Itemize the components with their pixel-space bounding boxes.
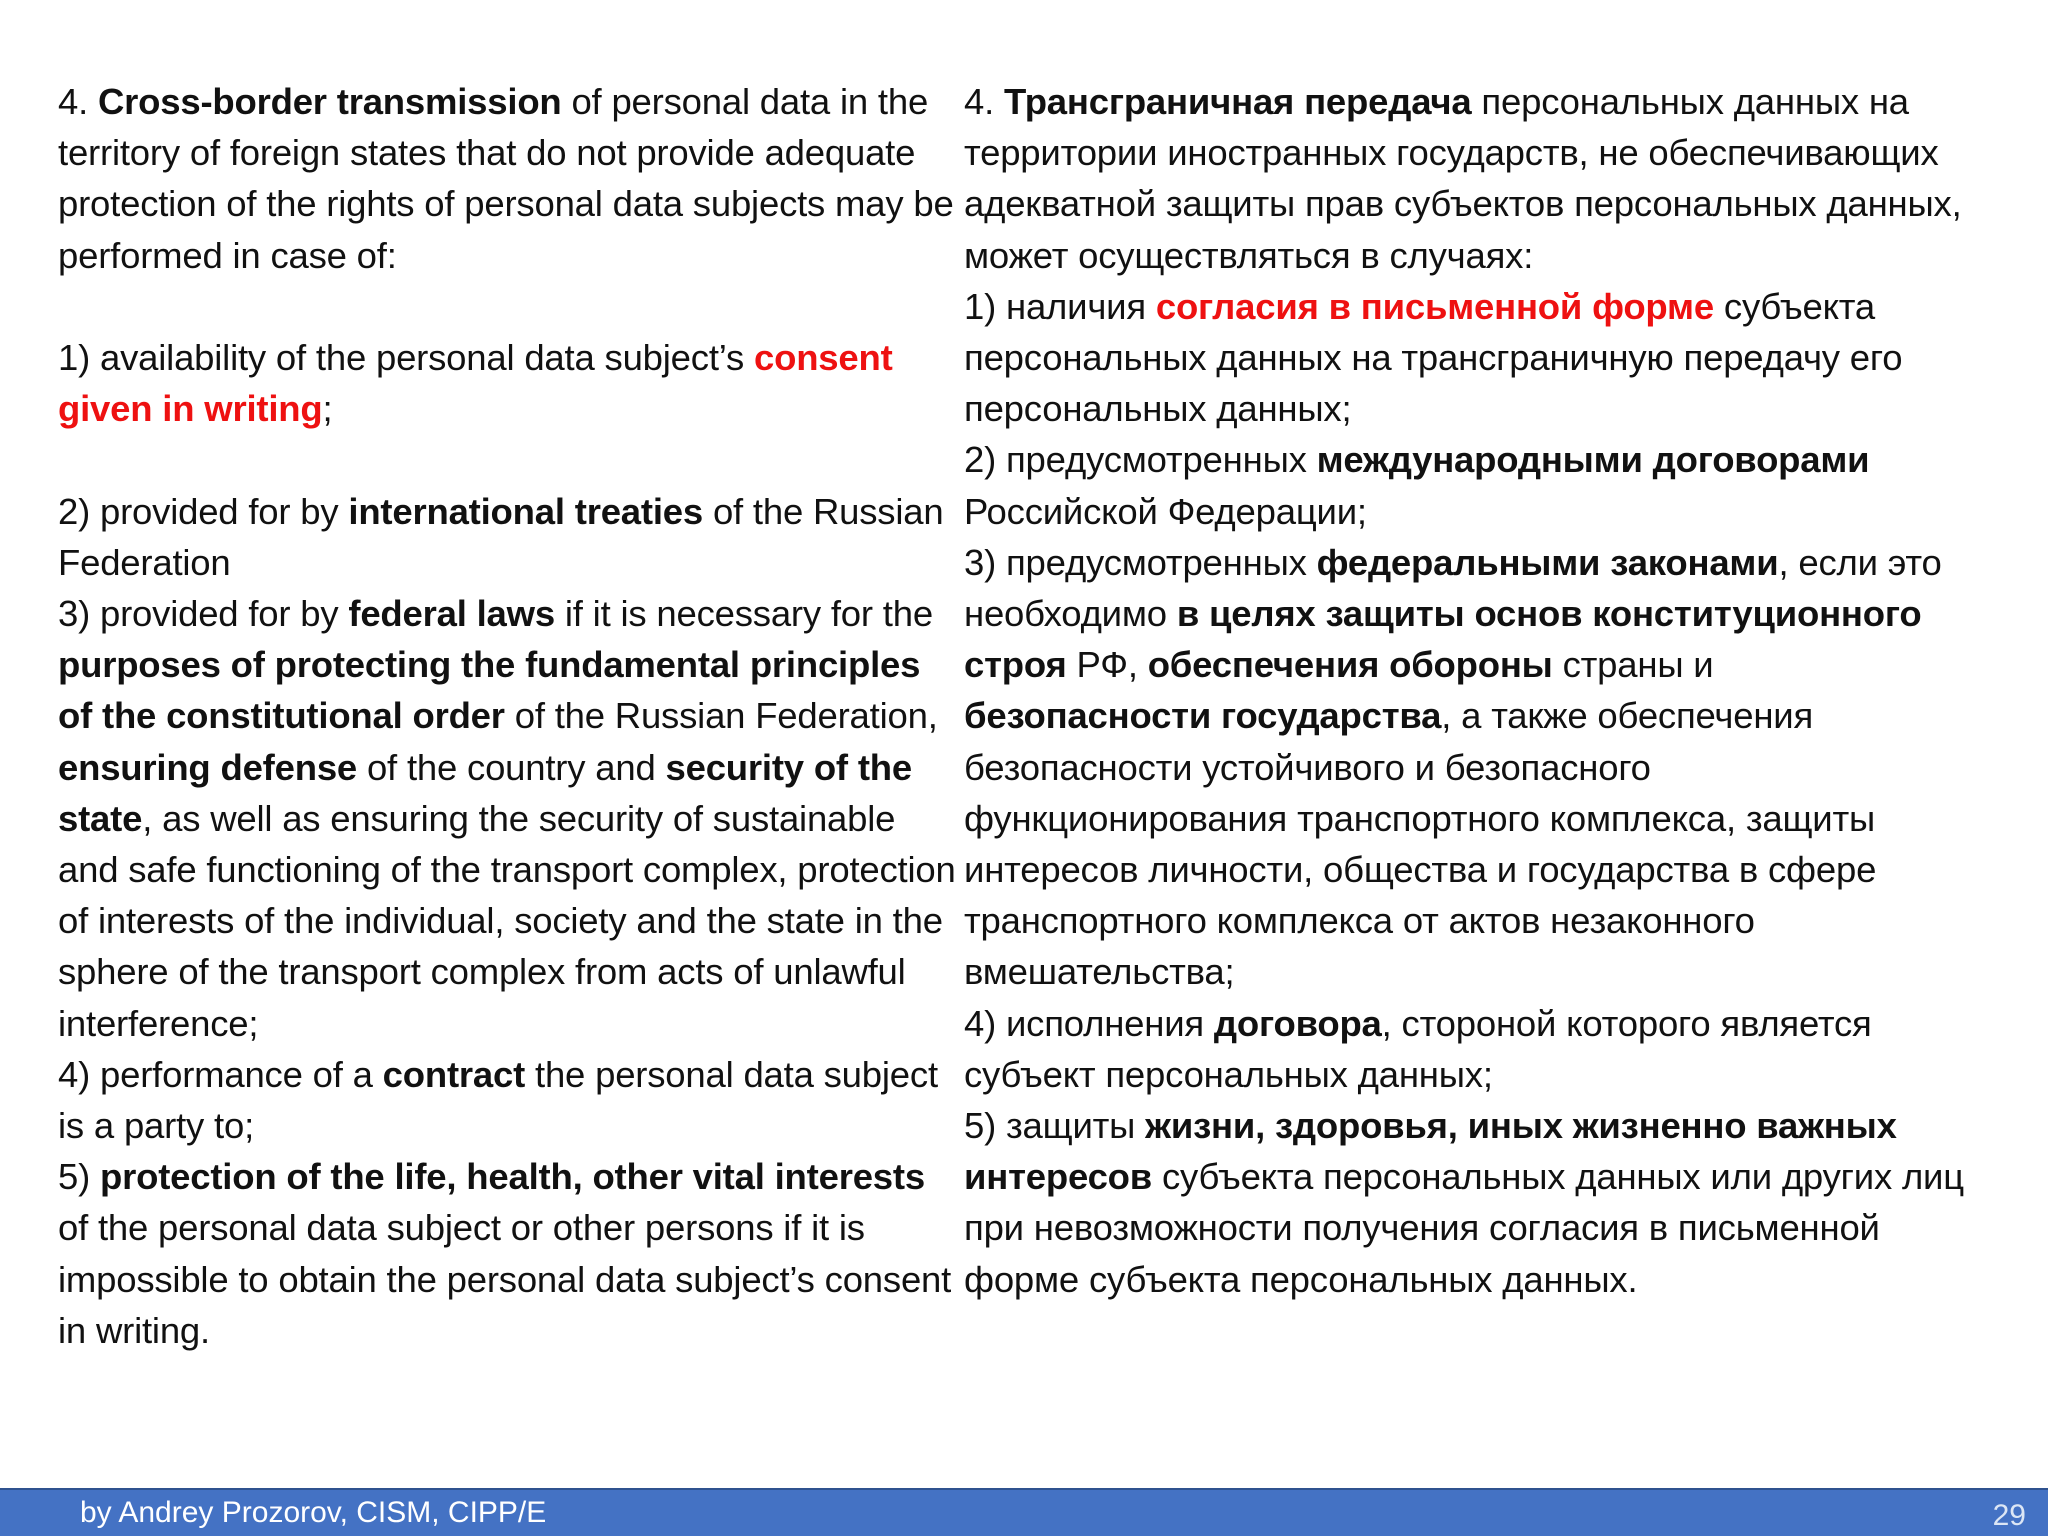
en-intro-term: Cross-border transmission: [97, 81, 562, 122]
ru-intro-term: Трансграничная передача: [1003, 81, 1472, 122]
ru-item-3-text-a: 3) предусмотренных: [964, 541, 1317, 583]
en-item-5-text: 5): [58, 1156, 100, 1198]
ru-item-5-end: субъекта персональных данных или других лиц при невозможности получения согласия в письменной форме субъекта персональных данных.: [964, 1156, 1964, 1300]
en-intro-number: 4.: [58, 81, 98, 122]
en-item-1-text: 1) availability of the personal data subject’s: [58, 337, 755, 378]
en-item-3-term-d: security of the state: [58, 746, 912, 839]
ru-intro-paragraph: [964, 76, 1964, 281]
ru-item-5: [964, 1100, 1964, 1305]
en-item-2-text: 2) provided for by: [58, 490, 349, 532]
ru-item-1-text: 1) наличия: [964, 285, 1156, 327]
ru-item-3: [964, 537, 1964, 998]
ru-item-4-text: 4) исполнения: [964, 1002, 1214, 1044]
ru-item-3-term-a: федеральными законами: [1316, 541, 1779, 583]
ru-item-2-end: Российской Федерации;: [964, 490, 1367, 532]
en-item-3-term-c: ensuring defense: [58, 746, 358, 788]
ru-item-3-term-d: безопасности государства: [964, 695, 1442, 737]
en-item-3: [58, 588, 958, 1049]
ru-item-4-term: договора: [1213, 1002, 1382, 1044]
en-item-1: [58, 332, 958, 434]
en-item-4-end: the personal data subject is a party to;: [58, 1053, 938, 1147]
ru-item-3-term-c: обеспечения обороны: [1147, 644, 1553, 686]
en-intro-text: of personal data in the territory of foreign states that do not provide adequate protection of the rights of personal data subjects may be performed in case of:: [58, 81, 954, 276]
ru-item-3-text-e: , а также обеспечения безопасности устойчивого и безопасного функционирования транспортного комплекса, защиты интересов личности, общества и государства в сфере транспортного комплекса от актов незаконного вмешательства;: [964, 695, 1877, 993]
ru-item-3-text-d: страны и: [1552, 644, 1714, 686]
ru-item-5-term: жизни, здоровья, иных жизненно важных интересов: [964, 1105, 1897, 1198]
en-item-3-text-d: of the country and: [357, 746, 666, 788]
en-item-3-text-b: if it is necessary for the: [554, 593, 933, 634]
ru-intro-number: 4.: [964, 81, 1004, 122]
en-item-3-term-b: purposes of protecting the fundamental principles of the constitutional order: [58, 644, 921, 737]
page-number: 29: [1992, 1499, 2026, 1532]
en-item-3-text-a: 3) provided for by: [58, 593, 349, 634]
en-item-1-end: ;: [322, 388, 333, 430]
en-item-3-term-a: federal laws: [348, 593, 555, 634]
en-item-2-end: of the Russian Federation: [58, 490, 944, 583]
ru-item-2: [964, 434, 1964, 536]
ru-item-5-text: 5) защиты: [964, 1105, 1146, 1147]
ru-item-2-text: 2) предусмотренных: [964, 439, 1317, 481]
ru-item-3-text-b: , если это необходимо: [964, 541, 1942, 635]
russian-column: [964, 76, 1964, 1305]
ru-item-2-term: международными договорами: [1316, 439, 1870, 481]
english-column: [58, 76, 958, 1356]
ru-intro-text: персональных данных на территории иностранных государств, не обеспечивающих адекватной защиты прав субъектов персональных данных, может осуществляться в случаях:: [964, 81, 1962, 276]
en-item-4: [58, 1049, 958, 1151]
en-item-5: [58, 1151, 958, 1356]
en-item-3-text-e: , as well as ensuring the security of sustainable and safe functioning of the transport complex, protection of interests of the individual, society and the state in the sphere of the transport complex from acts of unlawful interference;: [58, 797, 956, 1044]
ru-item-1-end: субъекта персональных данных на трансграничную передачу его персональных данных;: [964, 285, 1903, 430]
ru-item-1: [964, 281, 1964, 435]
footer-bar: [0, 1488, 2048, 1536]
ru-item-4: [964, 998, 1964, 1100]
footer-author: by Andrey Prozorov, CISM, CIPP/E: [80, 1496, 547, 1529]
en-item-5-term: protection of the life, health, other vital interests: [100, 1156, 925, 1198]
ru-item-3-term-b: в целях защиты основ конституционного строя: [964, 593, 1922, 686]
en-item-5-end: of the personal data subject or other persons if it is impossible to obtain the personal data subject’s consent in writing.: [58, 1207, 952, 1351]
ru-item-4-end: , стороной которого является субъект персональных данных;: [964, 1002, 1872, 1095]
en-item-2: [58, 486, 958, 588]
en-item-1-highlight: consent given in writing: [58, 337, 893, 430]
en-item-4-text: 4) performance of a: [58, 1053, 383, 1095]
ru-item-1-highlight: согласия в письменной форме: [1155, 285, 1714, 327]
en-item-2-term: international treaties: [348, 490, 703, 532]
en-item-3-text-c: of the Russian Federation,: [504, 695, 938, 737]
en-intro-paragraph: [58, 76, 958, 281]
en-item-4-term: contract: [382, 1053, 526, 1095]
ru-item-3-text-c: РФ,: [1066, 644, 1148, 686]
